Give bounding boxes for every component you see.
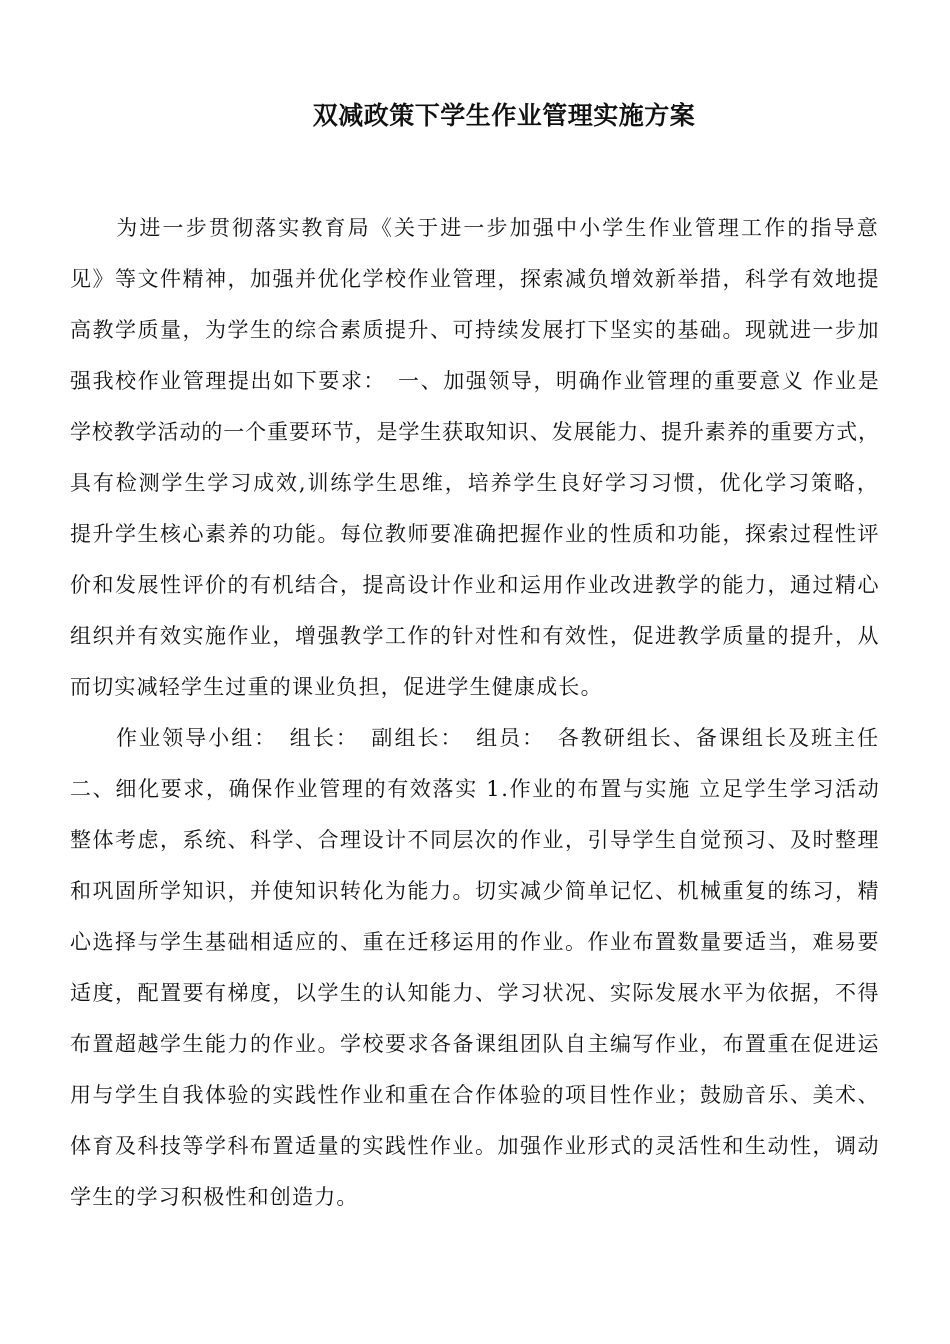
body-line: 用与学生自我体验的实践性作业和重在合作体验的项目性作业；鼓励音乐、美术、 xyxy=(70,1083,880,1107)
body-line: 而切实减轻学生过重的课业负担，促进学生健康成长。 xyxy=(70,675,603,699)
body-line: 组织并有效实施作业，增强教学工作的针对性和有效性，促进教学质量的提升，从 xyxy=(70,624,880,648)
body-line: 心选择与学生基础相适应的、重在迁移运用的作业。作业布置数量要适当，难易要 xyxy=(70,930,880,954)
body-line: 强我校作业管理提出如下要求： 一、加强领导，明确作业管理的重要意义 作业是 xyxy=(70,369,881,393)
document-title: 双减政策下学生作业管理实施方案 xyxy=(312,101,696,130)
body-line: 和巩固所学知识，并使知识转化为能力。切实减少简单记忆、机械重复的练习，精 xyxy=(70,879,880,903)
body-line: 为进一步贯彻落实教育局《关于进一步加强中小学生作业管理工作的指导意 xyxy=(70,216,880,240)
body-line: 作业领导小组： 组长： 副组长： 组员： 各教研组长、备课组长及班主任 xyxy=(70,726,881,750)
body-line: 整体考虑，系统、科学、合理设计不同层次的作业，引导学生自觉预习、及时整理 xyxy=(70,828,880,852)
body-line: 价和发展性评价的有机结合，提高设计作业和运用作业改进教学的能力，通过精心 xyxy=(70,573,880,597)
body-line: 体育及科技等学科布置适量的实践性作业。加强作业形式的灵活性和生动性，调动 xyxy=(70,1134,880,1158)
body-line: 学校教学活动的一个重要环节，是学生获取知识、发展能力、提升素养的重要方式， xyxy=(70,420,880,444)
body-line: 高教学质量，为学生的综合素质提升、可持续发展打下坚实的基础。现就进一步加 xyxy=(70,318,880,342)
body-line: 具有检测学生学习成效,训练学生思维，培养学生良好学习习惯，优化学习策略， xyxy=(70,471,880,495)
body-line: 适度，配置要有梯度，以学生的认知能力、学习状况、实际发展水平为依据，不得 xyxy=(70,981,880,1005)
body-line: 见》等文件精神，加强并优化学校作业管理，探索减负增效新举措，科学有效地提 xyxy=(70,267,880,291)
body-line: 二、细化要求，确保作业管理的有效落实 1.作业的布置与实施 立足学生学习活动 xyxy=(70,777,881,801)
body-line: 学生的学习积极性和创造力。 xyxy=(70,1185,359,1209)
body-line: 提升学生核心素养的功能。每位教师要准确把握作业的性质和功能，探索过程性评 xyxy=(70,522,880,546)
body-line: 布置超越学生能力的作业。学校要求各备课组团队自主编写作业，布置重在促进运 xyxy=(70,1032,880,1056)
